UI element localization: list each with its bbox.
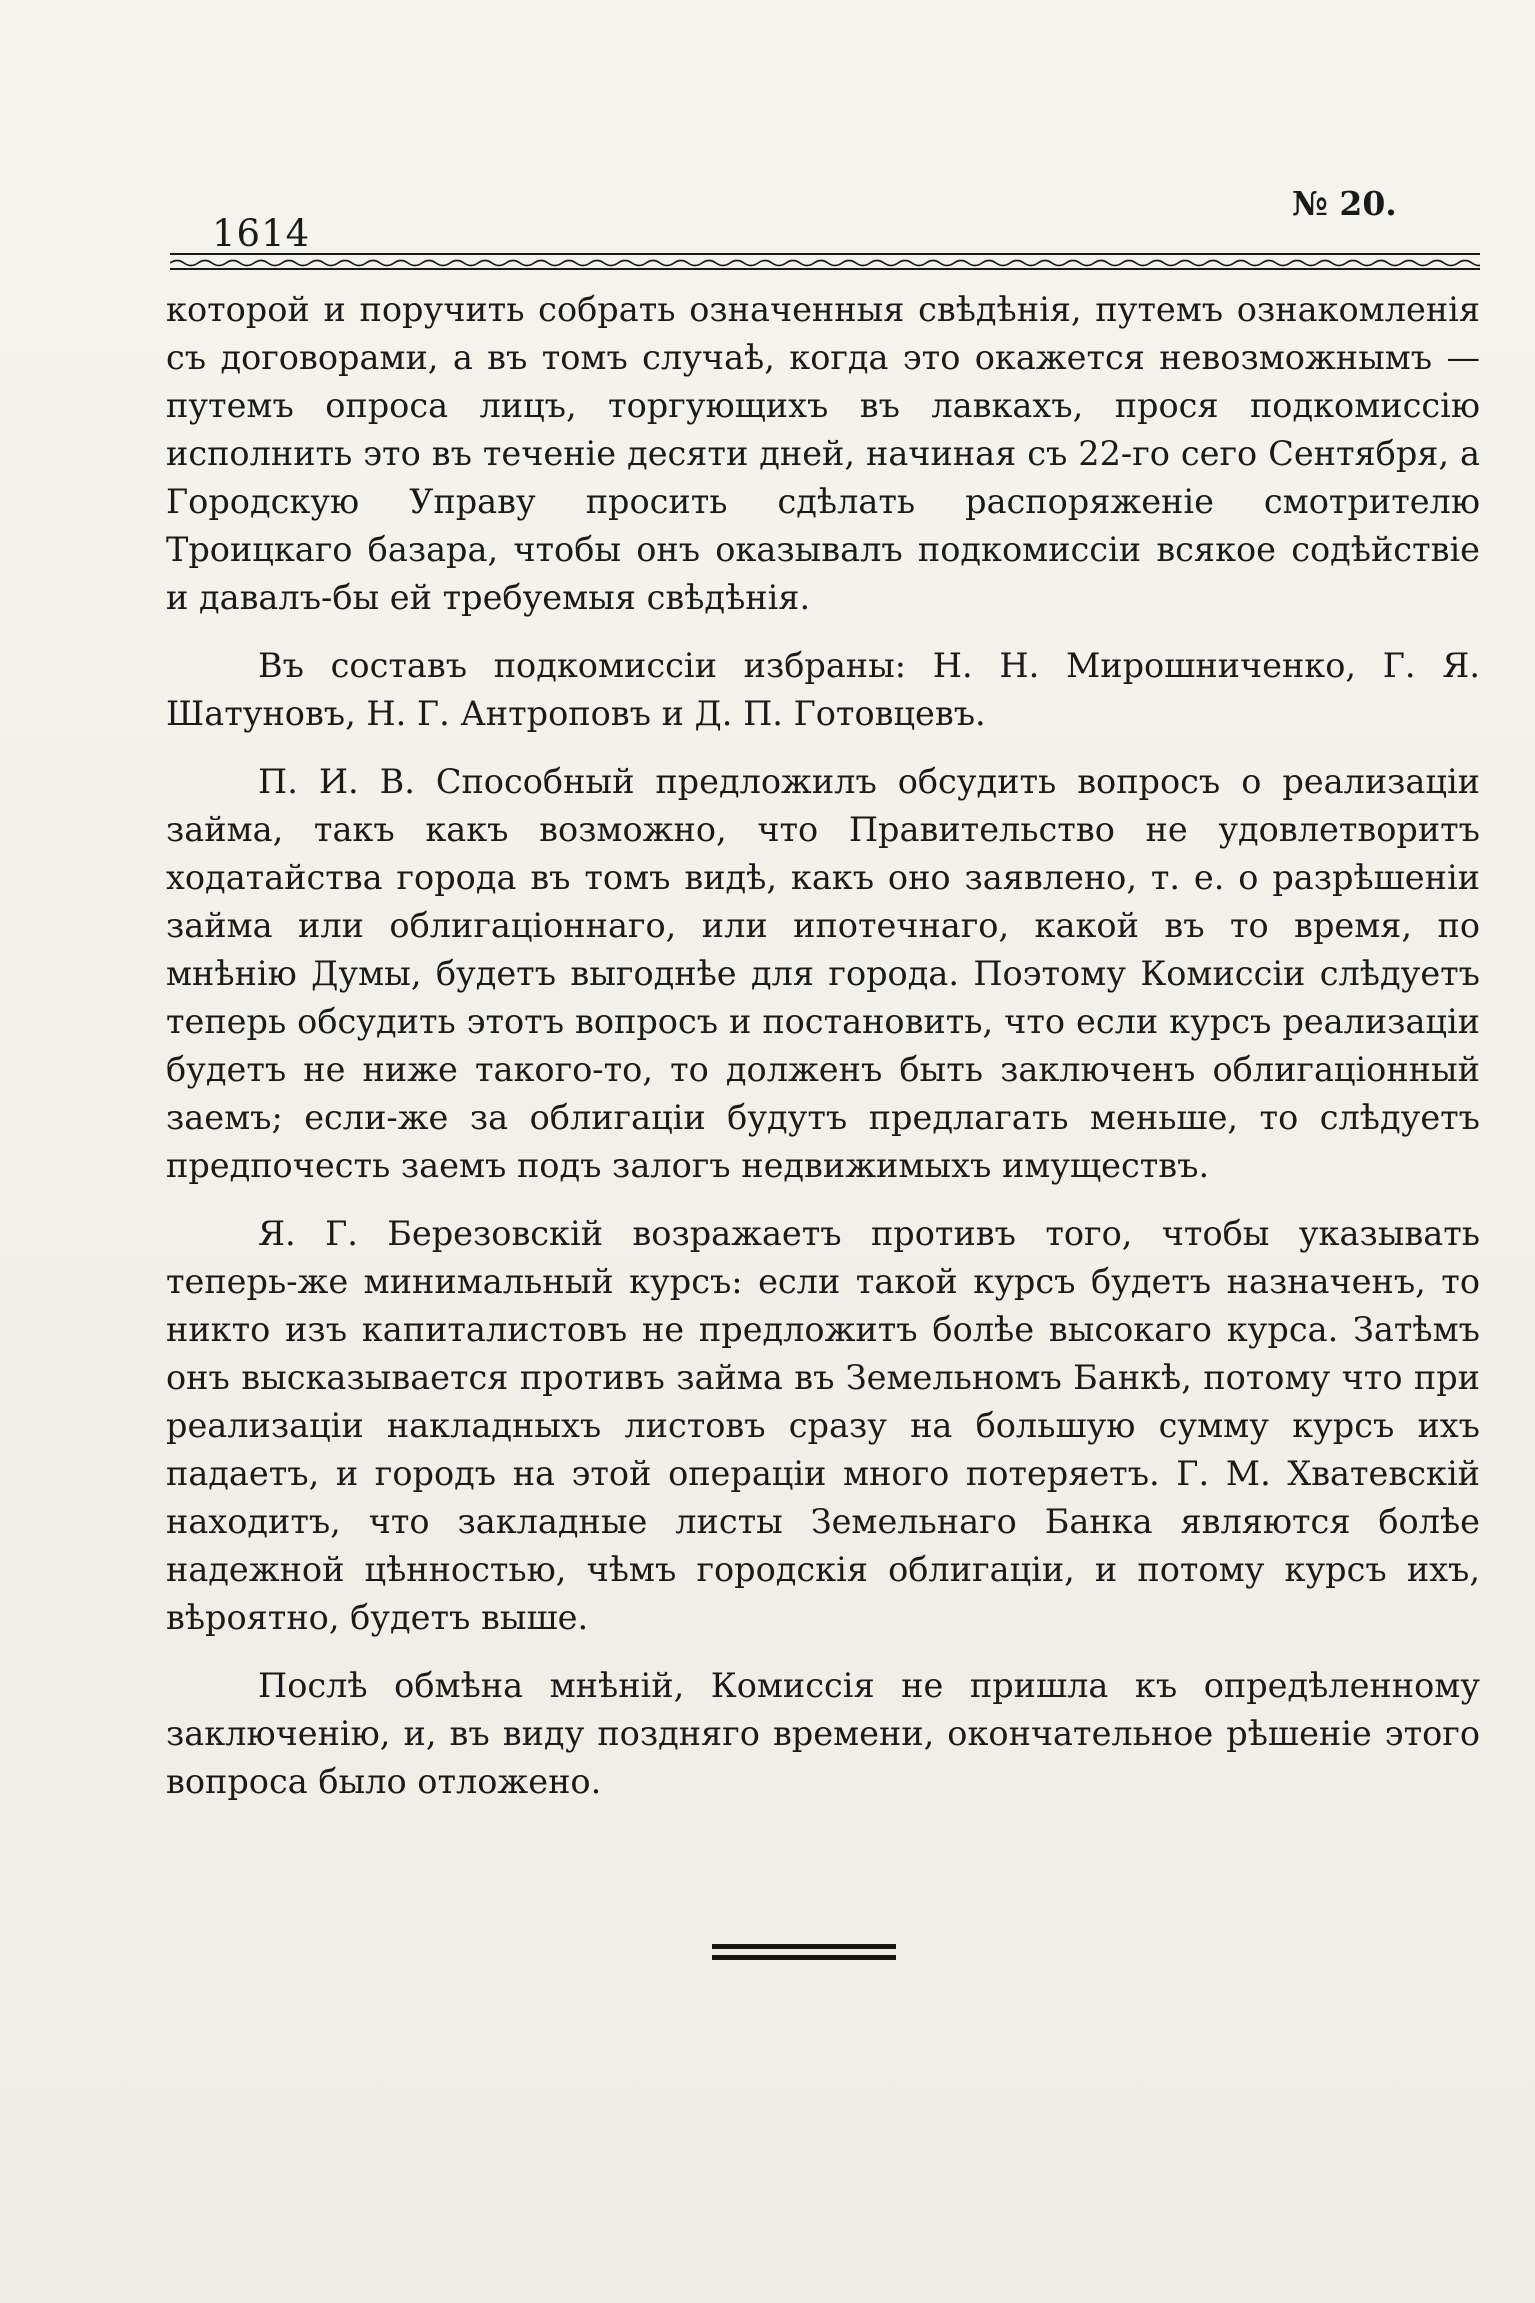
paragraph-decision-postponed: Послѣ обмѣна мнѣній, Комиссія не пришла къ опредѣленному заключенію, и, въ виду поздняго времени, окончательное рѣшеніе этого вопроса было отложено. [166, 1666, 1480, 1801]
end-rule-line [712, 1944, 896, 1949]
page-number: 1614 [212, 212, 311, 255]
paragraph-continuation: которой и поручить собрать означенныя свѣдѣнія, путемъ ознакомленія съ договорами, а въ томъ случаѣ, когда это окажется невозможнымъ — путемъ опроса лицъ, торгующихъ въ лавкахъ, прося подкомиссію исполнить это въ теченіе десяти дней, начиная съ 22-го сего Сентября, а Городскую Управу просить сдѣлать распоряженіе смотрителю Троицкаго базара, чтобы онъ оказывалъ подкомиссіи всякое содѣйствіе и давалъ-бы ей требуемыя свѣдѣнія. [166, 290, 1480, 617]
end-rule [712, 1944, 896, 1964]
end-rule-line [712, 1955, 896, 1960]
paragraph-sposobny-proposal: П. И. В. Способный предложилъ обсудить вопросъ о реализаціи займа, такъ какъ возможно, что Правительство не удовлетворитъ ходатайства города въ томъ видѣ, какъ оно заявлено, т. е. о разрѣшеніи займа или облигаціоннаго, или ипотечнаго, какой въ то время, по мнѣнію Думы, будетъ выгоднѣе для города. Поэтому Комиссіи слѣдуетъ теперь обсудить этотъ вопросъ и постановить, что если курсъ реализаціи будетъ не ниже такого-то, то долженъ быть заключенъ облигаціонный заемъ; если-же за облигаціи будутъ предлагать меньше, то слѣдуетъ предпочесть заемъ подъ залогъ недвижимыхъ имуществъ. [166, 762, 1480, 1185]
paragraph-berezovsky-objection: Я. Г. Березовскій возражаетъ противъ того, чтобы указывать теперь-же минимальный курсъ: если такой курсъ будетъ назначенъ, то никто изъ капиталистовъ не предложитъ болѣе высокаго курса. Затѣмъ онъ высказывается противъ займа въ Земельномъ Банкѣ, потому что при реализаціи накладныхъ листовъ сразу на большую сумму курсъ ихъ падаетъ, и городъ на этой операціи много потеряетъ. Г. М. Хватевскій находитъ, что закладные листы Земельнаго Банка являются болѣе надежной цѣнностью, чѣмъ городскія облигаціи, и потому курсъ ихъ, вѣроятно, будетъ выше. [166, 1214, 1480, 1637]
issue-number: № 20. [1292, 184, 1397, 223]
body-text [166, 286, 1480, 1826]
paragraph-subcommission-members: Въ составъ подкомиссіи избраны: Н. Н. Мирошниченко, Г. Я. Шатуновъ, Н. Г. Антроповъ и Д. П. Готовцевъ. [166, 646, 1480, 733]
header-rule [170, 250, 1480, 272]
